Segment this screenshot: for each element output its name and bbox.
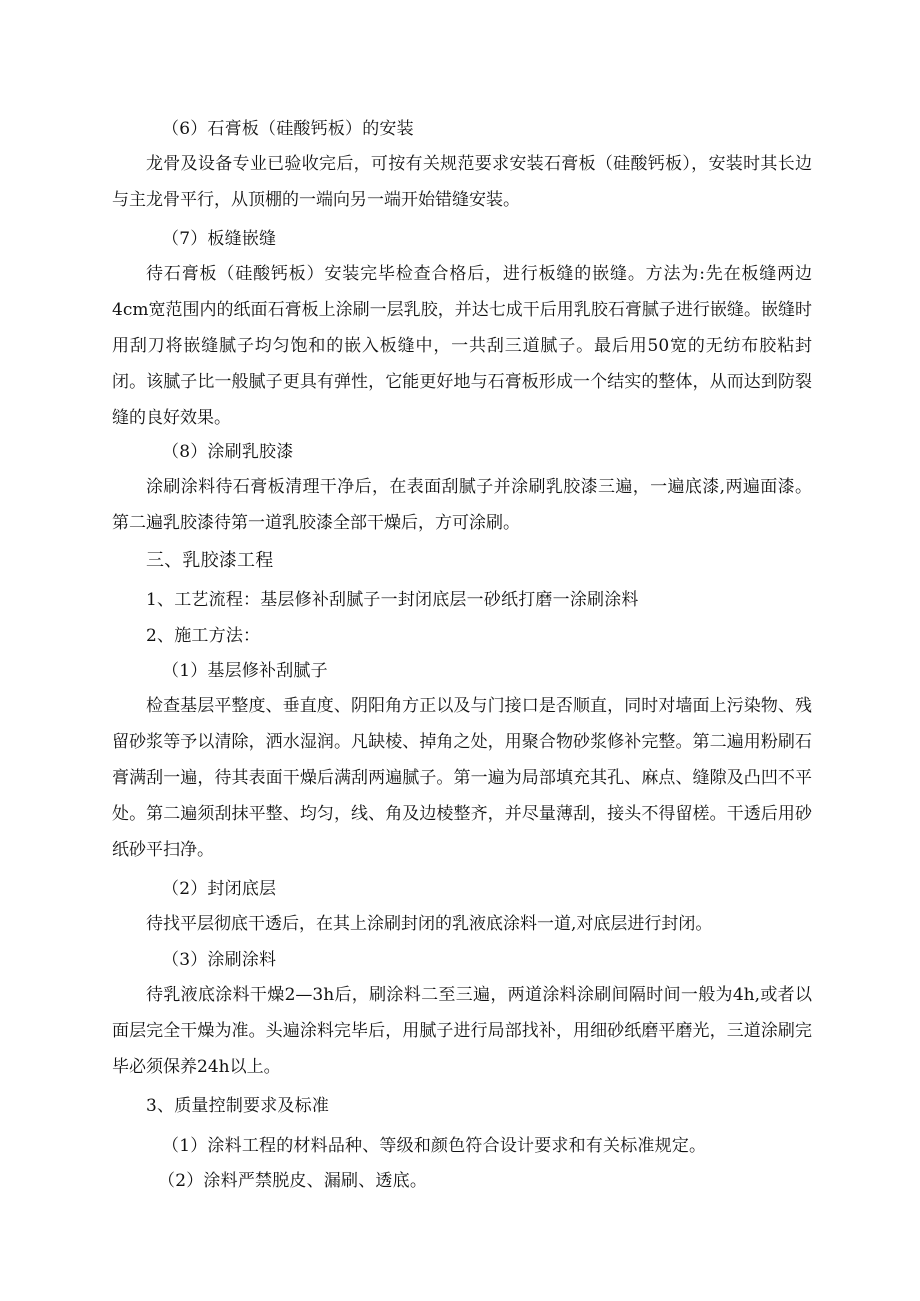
paragraph-base-repair-putty: 检查基层平整度、垂直度、阴阳角方正以及与门接口是否顺直，同时对墙面上污染物、残留砂浆等予以清除，洒水湿润。凡缺棱、掉角之处，用聚合物砂浆修补完整。第二遍用粉刷石膏满刮一遍，待其表面干燥后满刮两遍腻子。第一遍为局部填充其孔、麻点、缝隙及凸凹不平处。第二遍须刮抹平整、均匀，线、角及边棱整齐，并尽量薄刮，接头不得留槎。干透后用砂纸砂平扫净。 (112, 696, 812, 860)
paragraph-board-joint-caulking: 待石膏板（硅酸钙板）安装完毕检查合格后，进行板缝的嵌缝。方法为:先在板缝两边4cm宽范围内的纸面石膏板上涂刷一层乳胶，并达七成干后用乳胶石膏腻子进行嵌缝。嵌缝时用刮刀将嵌缝腻子均匀饱和的嵌入板缝中，一共刮三道腻子。最后用50宽的无纺布胶粘封闭。该腻子比一般腻子更具有弹性，它能更好地与石膏板形成一个结实的整体，从而达到防裂缝的良好效果。 (112, 264, 812, 428)
section-title-latex-paint-works: 三、乳胶漆工程 (146, 550, 274, 571)
construction-method-heading: 2、施工方法： (146, 626, 261, 646)
process-flow-line: 1、工艺流程：基层修补刮腻子一封闭底层一砂纸打磨一涂刷涂料 (146, 590, 639, 610)
paragraph-latex-paint-brushing: 涂刷涂料待石膏板清理干净后，在表面刮腻子并涂刷乳胶漆三遍，一遍底漆,两遍面漆。第二遍乳胶漆待第一道乳胶漆全部干燥后，方可涂刷。 (112, 477, 812, 533)
paragraph-apply-coating: 待乳液底涂料干燥2—3h后，刷涂料二至三遍，两道涂料涂刷间隔时间一般为4h,或者以面层完全干燥为准。头遍涂料完毕后，用腻子进行局部找补，用细砂纸磨平磨光，三道涂刷完毕必须保养24h以上。 (112, 985, 812, 1077)
subheading-seal-base-layer: （2）封闭底层 (162, 879, 277, 899)
quality-item-1: （1）涂料工程的材料品种、等级和颜色符合设计要求和有关标准规定。 (162, 1136, 707, 1156)
subheading-latex-paint-brushing: （8）涂刷乳胶漆 (162, 442, 294, 462)
subheading-board-joint-caulking: （7）板缝嵌缝 (162, 229, 277, 249)
subheading-apply-coating: （3）涂刷涂料 (162, 950, 277, 970)
quality-control-heading: 3、质量控制要求及标准 (146, 1096, 330, 1116)
subheading-base-repair-putty: （1）基层修补刮腻子 (162, 661, 328, 681)
quality-item-2: （2）涂料严禁脱皮、漏刷、透底。 (158, 1171, 428, 1191)
paragraph-seal-base-layer: 待找平层彻底干透后，在其上涂刷封闭的乳液底涂料一道,对底层进行封闭。 (146, 914, 713, 934)
subheading-gypsum-board-installation: （6）石膏板（硅酸钙板）的安装 (162, 119, 414, 139)
paragraph-gypsum-board-installation: 龙骨及设备专业已验收完后，可按有关规范要求安装石膏板（硅酸钙板），安装时其长边与主龙骨平行，从顶棚的一端向另一端开始错缝安装。 (112, 154, 812, 210)
